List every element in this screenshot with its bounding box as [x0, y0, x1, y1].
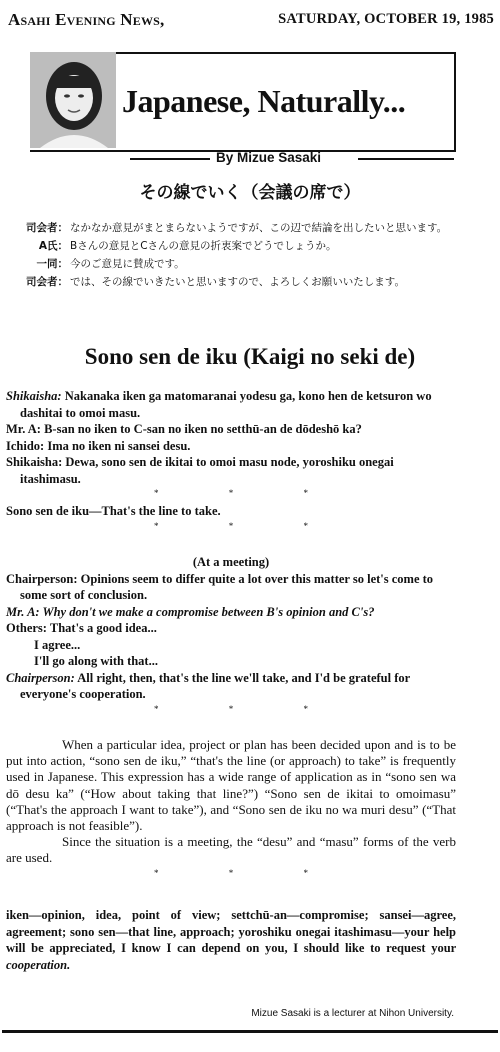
romaji-line	[6, 454, 456, 487]
romaji-line-text: Dewa, sono sen de ikitai to omoi masu node, yoroshiku onegai itashimasu.	[20, 455, 394, 486]
section-divider: * * *	[154, 867, 342, 878]
english-line	[6, 620, 456, 637]
section-divider: * * *	[154, 520, 342, 531]
byline-row	[130, 150, 454, 168]
english-speaker: Chairperson:	[6, 571, 78, 586]
key-phrase: Sono sen de iku—That's the line to take.	[6, 504, 221, 518]
jp-line-text: なかなか意見がまとまらないようですが、この辺で結論を出したいと思います。	[70, 222, 448, 234]
english-speaker: Chairperson:	[6, 670, 75, 685]
english-speaker: Mr. A:	[6, 604, 40, 619]
english-line-text: Opinions seem to differ quite a lot over this matter so let's come to some sort of conclusion.	[20, 571, 434, 602]
bottom-rule	[2, 1030, 498, 1033]
byline: By Mizue Sasaki	[216, 150, 322, 165]
jp-speaker: A氏：	[38, 240, 68, 252]
english-speaker: Others:	[6, 621, 47, 635]
glossary	[6, 907, 456, 973]
romaji-line-text: Nakanaka iken ga matomaranai yodesu ga, kono hen de ketsuron wo dashitai to omoi masu.	[20, 389, 432, 420]
jp-line-text: では、その線でいきたいと思いますので、よろしくお願いいたします。	[70, 276, 405, 288]
romaji-speaker: Mr. A:	[6, 422, 41, 436]
explanation-paragraph: When a particular idea, project or plan has been decided upon and is to be put into action, “sono sen de iku,” “that's the line (or approach) to take” is frequently used in Japanese. This expression has a wide range of application as in “sono sen wa dō desu ka” (“How about taking that line?”) “Sono sen de ikitai to omoimasu” (“That's the approach I want to take”), and “Sono sen de iku no wa muri desu” (“That approach is not feasible”).	[6, 737, 456, 834]
english-line-text: All right, then, that's the line we'll take, and I'd be grateful for everyone's cooperation.	[20, 670, 410, 701]
english-line: I'll go along with that...	[34, 654, 158, 668]
romaji-line-text: B-san no iken to C-san no iken no setthū-an de dōdeshō ka?	[40, 422, 362, 436]
byline-rule-left	[130, 158, 210, 160]
jp-line-text: Bさんの意見とCさんの意見の折衷案でどうでしょうか。	[70, 240, 337, 252]
english-line	[6, 571, 456, 604]
romaji-headline: Sono sen de iku (Kaigi no seki de)	[84, 344, 416, 369]
issue-date: SATURDAY, OCTOBER 19, 1985	[278, 11, 494, 27]
japanese-dialogue	[22, 219, 452, 291]
jp-speaker: 司会者：	[26, 276, 68, 288]
glossary-text: iken—opinion, idea, point of view; settchū-an—compromise; sansei—agree, agreement; sono sen—that line, approach; yoroshiku onegai itashimasu—your help will be appreciated, I know I can depend on you, I should like to request your	[6, 908, 456, 955]
english-line-text: Why don't we make a compromise between B's opinion and C's?	[39, 604, 375, 619]
glossary-end: cooperation.	[6, 957, 71, 972]
jp-speaker: 司会者：	[26, 222, 68, 234]
romaji-speaker: Ichido:	[6, 438, 45, 453]
romaji-line-text: Ima no iken ni sansei desu.	[44, 438, 191, 453]
meeting-label: (At a meeting)	[192, 555, 270, 569]
byline-rule-right	[358, 158, 454, 160]
section-divider: * * *	[154, 703, 342, 714]
romaji-dialogue	[6, 388, 456, 532]
english-dialogue	[6, 554, 456, 715]
explanation-text	[6, 737, 456, 879]
jp-dialogue-line	[22, 219, 452, 237]
masthead	[8, 10, 494, 30]
romaji-line	[6, 388, 456, 421]
author-photo	[30, 52, 116, 148]
english-line	[6, 604, 456, 621]
english-line-text: That's a good idea...	[46, 621, 157, 635]
column-title: Japanese, Naturally...	[122, 83, 406, 119]
romaji-line	[6, 438, 456, 455]
jp-dialogue-line	[22, 255, 452, 273]
japanese-title: その線でいく（会議の席で）	[139, 183, 361, 203]
romaji-speaker: Shikaisha:	[6, 455, 63, 469]
english-line: I agree...	[34, 637, 81, 652]
jp-dialogue-line	[22, 237, 452, 255]
romaji-speaker: Shikaisha:	[6, 389, 62, 403]
jp-line-text: 今のご意見に賛成です。	[70, 258, 185, 270]
english-line	[6, 670, 456, 703]
author-note: Mizue Sasaki is a lecturer at Nihon University.	[251, 1008, 454, 1019]
jp-speaker: 一同：	[36, 258, 68, 270]
explanation-paragraph: Since the situation is a meeting, the “desu” and “masu” forms of the verb are used.	[6, 834, 456, 866]
newspaper-name: Asahi Evening News,	[8, 10, 165, 29]
romaji-line	[6, 421, 456, 438]
jp-dialogue-line	[22, 273, 452, 291]
section-divider: * * *	[154, 488, 342, 498]
